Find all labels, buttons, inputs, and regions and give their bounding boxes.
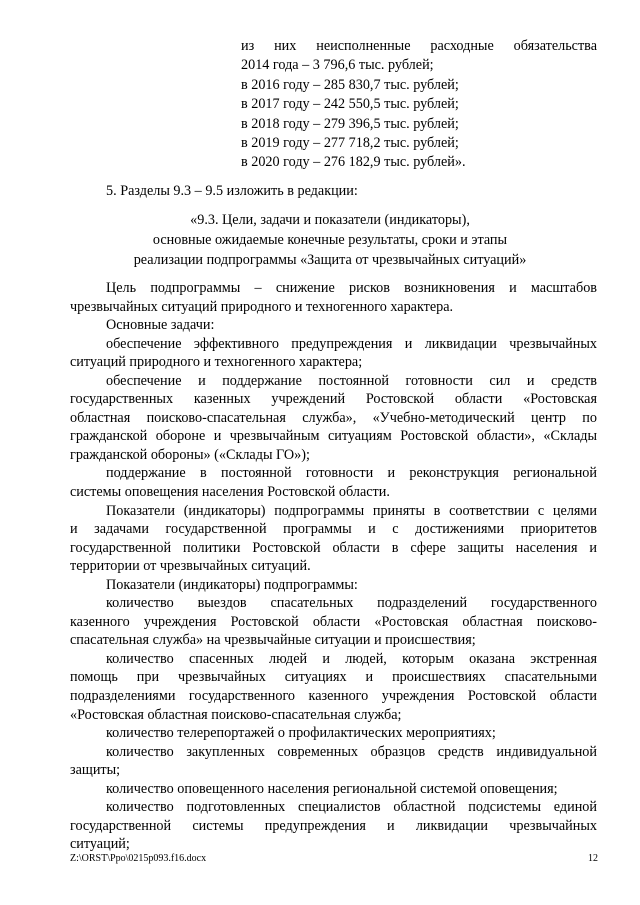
text-line: Показатели (индикаторы) подпрограммы: <box>106 576 358 593</box>
list-item: 2014 года – 3 796,6 тыс. рублей; <box>241 57 434 74</box>
text-line: территории от чрезвычайных ситуаций. <box>70 558 311 575</box>
text-line: ситуаций природного и техногенного характера; <box>70 354 363 371</box>
text-line: количество телерепортажей о профилактических мероприятиях; <box>106 725 496 742</box>
text-line: «Ростовская областная поисково-спасательная служба; <box>70 706 402 723</box>
text-line: количество оповещенного населения региональной системой оповещения; <box>106 780 558 797</box>
text-line: подразделениями государственного казенного учреждения Ростовской области <box>70 688 597 705</box>
text-line: системы оповещения населения Ростовской области. <box>70 484 390 501</box>
text-line: и задачами государственной программы и с достижениями приоритетов <box>70 521 597 538</box>
expenditure-obligations-list <box>241 37 597 173</box>
text-line: количество выездов спасательных подразделений государственного <box>106 595 597 612</box>
text-line: обеспечение и поддержание постоянной готовности сил и средств <box>106 372 597 389</box>
list-item: из них неисполненные расходные обязательства <box>241 38 597 54</box>
text-line: Цель подпрограммы – снижение рисков возникновения и масштабов <box>106 280 597 296</box>
text-line: ситуаций; <box>70 836 130 853</box>
text-line: Основные задачи: <box>106 317 215 334</box>
text-line: государственной системы предупреждения и ликвидации чрезвычайных <box>70 817 597 834</box>
text-line: казенного учреждения Ростовской области «Ростовская областная поисково- <box>70 613 597 630</box>
text-line: помощь при чрезвычайных ситуациях и происшествиях спасательными <box>70 669 597 686</box>
text-line: количество спасенных людей и людей, которым оказана экстренная <box>106 650 597 667</box>
section-heading <box>100 210 560 270</box>
heading-line: основные ожидаемые конечные результаты, сроки и этапы <box>152 232 508 248</box>
list-item: в 2017 году – 242 550,5 тыс. рублей; <box>241 96 459 113</box>
text-line: гражданской обороне и чрезвычайным ситуациям Ростовской области», «Склады <box>70 428 597 445</box>
text-line: поддержание в постоянной готовности и реконструкция региональной <box>106 465 597 482</box>
item-5-paragraph: 5. Разделы 9.3 – 9.5 изложить в редакции: <box>106 183 358 199</box>
text-line: спасательная служба» на чрезвычайные ситуации и происшествия; <box>70 632 476 649</box>
list-item: в 2019 году – 277 718,2 тыс. рублей; <box>241 134 459 151</box>
heading-line: «9.3. Цели, задачи и показатели (индикаторы), <box>190 212 470 228</box>
text-line: количество подготовленных специалистов областной подсистемы единой <box>106 799 597 816</box>
text-line: обеспечение эффективного предупреждения и ликвидации чрезвычайных <box>106 335 597 352</box>
text-line: областная поисково-спасательная служба», «Учебно-методический центр по <box>70 409 597 426</box>
list-item: в 2020 году – 276 182,9 тыс. рублей». <box>241 154 466 171</box>
list-item: в 2018 году – 279 396,5 тыс. рублей; <box>241 115 459 132</box>
list-item: в 2016 году – 285 830,7 тыс. рублей; <box>241 76 459 93</box>
footer-page-number: 12 <box>588 853 598 864</box>
text-line: государственной политики Ростовской области в сфере защиты населения и <box>70 539 597 556</box>
text-line: чрезвычайных ситуаций природного и техногенного характера. <box>70 298 454 315</box>
text-line: количество закупленных современных образцов средств индивидуальной <box>106 743 597 760</box>
heading-line: реализации подпрограммы «Защита от чрезвычайных ситуаций» <box>133 252 527 268</box>
text-line: государственных казенных учреждений Ростовской области «Ростовская <box>70 391 597 408</box>
text-line: гражданской обороны» («Склады ГО»); <box>70 446 310 463</box>
body-text <box>70 279 597 854</box>
footer-file-path: Z:\ORST\Ppo\0215p093.f16.docx <box>70 853 207 864</box>
text-line: Показатели (индикаторы) подпрограммы приняты в соответствии с целями <box>106 502 597 519</box>
text-line: защиты; <box>70 762 121 779</box>
